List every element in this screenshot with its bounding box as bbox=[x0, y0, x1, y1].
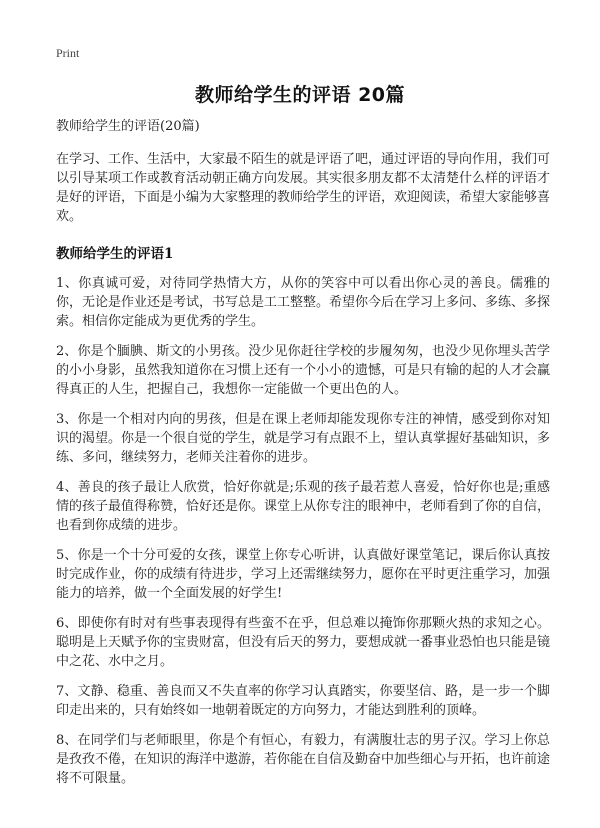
comment-item-7: 7、文静、稳重、善良而又不失直率的你学习认真踏实，你要坚信、路，是一步一个脚印走出来的，只有始终如一地朝着既定的方向努力，才能达到胜利的顶峰。 bbox=[56, 684, 550, 718]
document-body bbox=[56, 118, 550, 799]
document-subtitle: 教师给学生的评语(20篇) bbox=[56, 119, 200, 134]
intro-paragraph: 在学习、工作、生活中，大家最不陌生的就是评语了吧，通过评语的导向作用，我们可以引导某项工作或教育活动朝正确方向发展。其实很多朋友都不太清楚什么样的评语才是好的评语，下面是小编为大家整理的教师给学生的评语，欢迎阅读，希望大家能够喜欢。 bbox=[56, 152, 551, 224]
comment-item-3: 3、你是一个相对内向的男孩，但是在课上老师却能发现你专注的神情，感受到你对知识的渴望。你是一个很自觉的学生，就是学习有点跟不上，望认真掌握好基础知识，多练、多问，继续努力，老师关注着你的进步。 bbox=[56, 412, 551, 465]
comment-item-2: 2、你是个腼腆、斯文的小男孩。没少见你赶往学校的步履匆匆，也没少见你埋头苦学的小小身影，虽然我知道你在习惯上还有一个小小的遗憾，可是只有输的起的人才会赢得真正的人生，把握自己，我想你一定能做一个更出色的人。 bbox=[56, 344, 551, 397]
comment-item-6: 6、即使你有时对有些事表现得有些蛮不在乎，但总难以掩饰你那颗火热的求知之心。聪明是上天赋予你的宝贵财富，但没有后天的努力，要想成就一番事业恐怕也只能是镜中之花、水中之月。 bbox=[56, 616, 551, 669]
comment-item-1: 1、你真诚可爱，对待同学热情大方，从你的笑容中可以看出你心灵的善良。儒雅的你，无论是作业还是考试，书写总是工工整整。希望你今后在学习上多问、多练、多探索。相信你定能成为更优秀的学生。 bbox=[56, 276, 551, 329]
section-heading: 教师给学生的评语1 bbox=[56, 246, 174, 262]
comment-item-4: 4、善良的孩子最让人欣赏，恰好你就是;乐观的孩子最若惹人喜爱，恰好你也是;重感情的孩子最值得称赞，恰好还是你。课堂上从你专注的眼神中，老师看到了你的自信，也看到你成绩的进步。 bbox=[56, 480, 551, 533]
comment-item-8: 8、在同学们与老师眼里，你是个有恒心，有毅力，有满腹壮志的男子汉。学习上你总是孜孜不倦，在知识的海洋中遨游，若你能在自信及勤奋中加些细心与开拓，也许前途将不可限量。 bbox=[56, 733, 551, 786]
page-title: 教师给学生的评语 20篇 bbox=[194, 84, 406, 106]
print-label[interactable]: Print bbox=[56, 46, 80, 60]
comment-item-5: 5、你是一个十分可爱的女孩，课堂上你专心听讲，认真做好课堂笔记，课后你认真按时完成作业，你的成绩有待进步，学习上还需继续努力，愿你在平时更注重学习，加强能力的培养，做一个全面发展的好学生! bbox=[56, 548, 551, 601]
